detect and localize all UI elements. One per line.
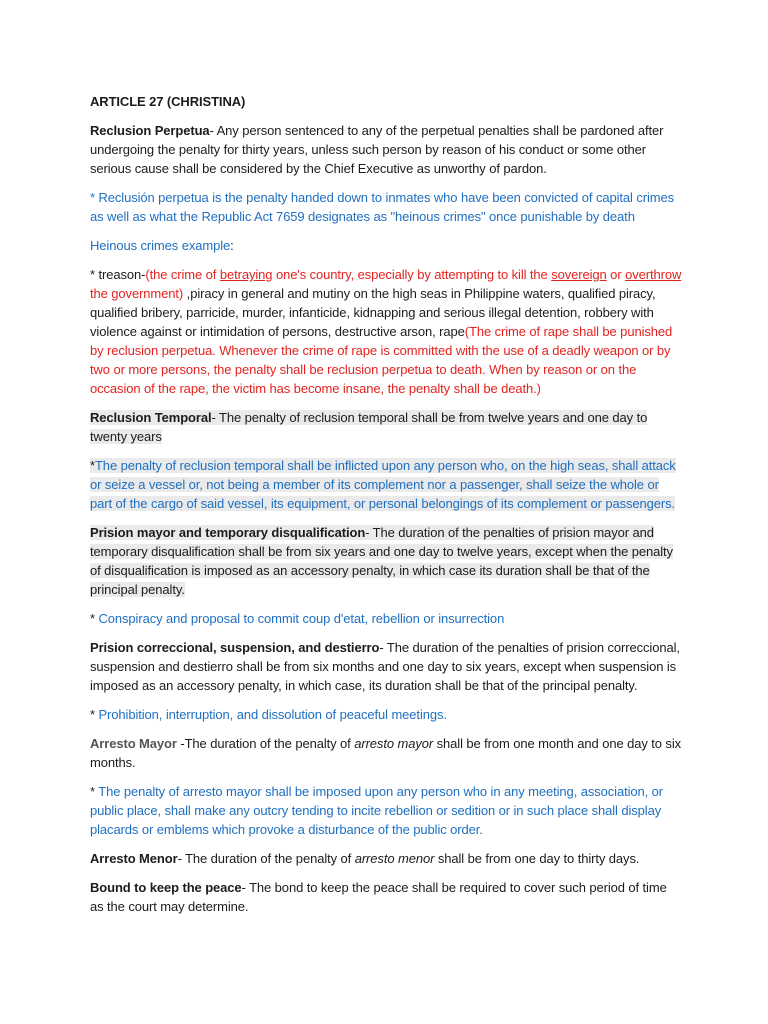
- reclusion-temporal-note: *The penalty of reclusion temporal shall be inflicted upon any person who, on the high seas, shall attack or seize a vessel or, not being a member of its complement nor a passenger, shall seize the whole or part of the cargo of said vessel, its equipment, or personal belongings of its complement or passengers.: [90, 458, 676, 511]
- document-page: [90, 92, 682, 926]
- heinous-crimes-label: Heinous crimes example: [90, 238, 231, 253]
- prision-mayor-note: * Conspiracy and proposal to commit coup d'etat, rebellion or insurrection: [90, 611, 505, 626]
- betraying-link[interactable]: betraying: [219, 267, 273, 282]
- prision-mayor-paragraph: [90, 523, 682, 599]
- arresto-mayor-paragraph: Arresto Mayor -The duration of the penalty of arresto mayor shall be from one month and one day to six months.: [90, 736, 682, 770]
- article-title: ARTICLE 27 (CHRISTINA): [90, 94, 246, 109]
- heinous-crimes-list: * treason-(the crime of betraying one's country, especially by attempting to kill the sovereign or overthrow the government) ,piracy in general and mutiny on the high seas in Philippine waters, qualified piracy, qualified bribery, parricide, murder, infanticide, kidnapping and serious illegal detention, robbery with violence against or intimidation of persons, destructive arson, rape(The crime of rape shall be punished by reclusion perpetua. Whenever the crime of rape is committed with the use of a deadly weapon or by two or more persons, the penalty shall be reclusion perpetua to death. When by reason or on the occasion of the rape, the victim has become insane, the penalty shall be death.): [90, 267, 682, 396]
- heinous-crimes-heading: Heinous crimes example:: [90, 238, 234, 253]
- reclusion-perpetua-term: Reclusion Perpetua: [90, 123, 210, 138]
- reclusion-temporal-paragraph: [90, 408, 682, 446]
- prision-mayor-term: Prision mayor and temporary disqualification: [90, 525, 366, 540]
- bond-term: Bound to keep the peace: [90, 880, 242, 895]
- overthrow-link[interactable]: overthrow: [625, 267, 682, 282]
- sovereign-link[interactable]: sovereign: [551, 267, 607, 282]
- prision-correccional-term: Prision correccional, suspension, and destierro: [90, 640, 380, 655]
- prision-correccional-note: * Prohibition, interruption, and dissolution of peaceful meetings.: [90, 707, 447, 722]
- reclusion-temporal-term: Reclusion Temporal: [90, 410, 212, 425]
- prision-correccional-paragraph: [90, 638, 682, 695]
- prision-correccional-definition: - The duration of the penalties of prision correccional, suspension and destierro shall be from six months and one day to six years, except when suspension is imposed as an accessory penalty, in which case, its duration shall be that of the principal penalty.: [90, 640, 680, 693]
- arresto-menor-paragraph: Arresto Menor- The duration of the penalty of arresto menor shall be from one day to thirty days.: [90, 851, 640, 866]
- arresto-mayor-term: Arresto Mayor: [90, 736, 177, 751]
- reclusion-temporal-definition: - The penalty of reclusion temporal shall be from twelve years and one day to twenty years: [90, 410, 648, 444]
- arresto-mayor-note: * The penalty of arresto mayor shall be imposed upon any person who in any meeting, association, or public place, shall make any outcry tending to incite rebellion or sedition or in such place shall display placards or emblems which provoke a disturbance of the public order.: [90, 784, 664, 837]
- reclusion-perpetua-note: * Reclusión perpetua is the penalty handed down to inmates who have been convicted of capital crimes as well as what the Republic Act 7659 designates as "heinous crimes" once punishable by death: [90, 190, 675, 224]
- bond-definition: - The bond to keep the peace shall be required to cover such period of time as the court may determine.: [90, 880, 667, 914]
- arresto-menor-term: Arresto Menor: [90, 851, 178, 866]
- bond-paragraph: [90, 878, 682, 916]
- prision-mayor-definition: - The duration of the penalties of prision mayor and temporary disqualification shall be from six years and one day to twelve years, except when the penalty of disqualification is imposed as an accessory penalty, in which case its duration shall be that of the principal penalty.: [90, 525, 673, 597]
- rape-note: (The crime of rape shall be punished by reclusion perpetua. Whenever the crime of rape is committed with the use of a deadly weapon or by two or more persons, the penalty shall be reclusion perpetua to death. When by reason or on the occasion of the rape, the victim has become insane, the penalty shall be death.): [90, 324, 673, 396]
- reclusion-perpetua-paragraph: [90, 121, 682, 178]
- reclusion-perpetua-definition: - Any person sentenced to any of the perpetual penalties shall be pardoned after undergoing the penalty for thirty years, unless such person by reason of his conduct or some other serious cause shall be considered by the Chief Executive as unworthy of pardon.: [90, 123, 664, 176]
